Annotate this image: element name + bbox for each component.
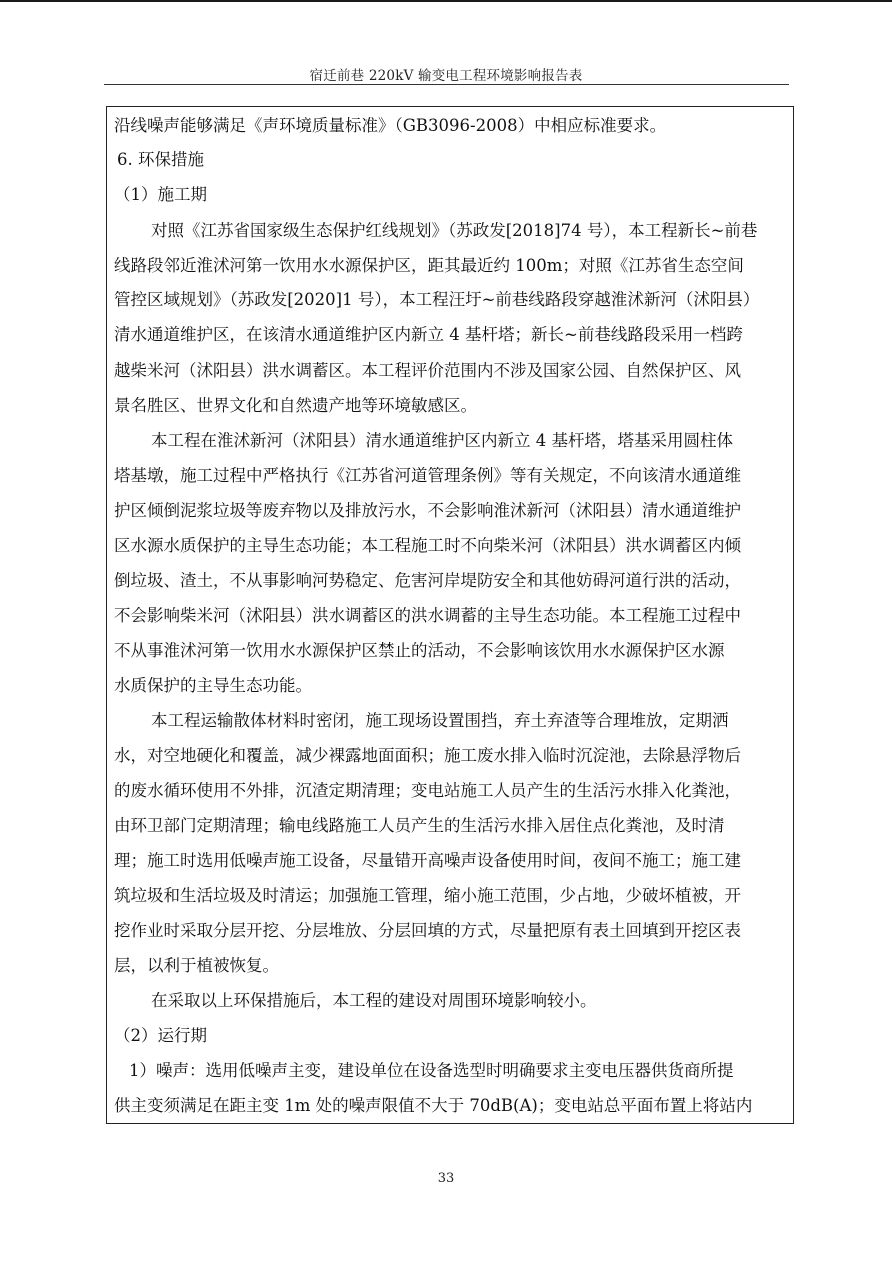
text-line: 层，以利于植被恢复。 bbox=[114, 956, 279, 975]
page-top-border bbox=[0, 0, 892, 2]
text-line: 塔基墩，施工过程中严格执行《江苏省河道管理条例》等有关规定，不向该清水通道维 bbox=[114, 466, 741, 485]
text-line: 1）噪声：选用低噪声主变，建设单位在设备选型时明确要求主变电压器供货商所提 bbox=[129, 1061, 734, 1080]
text-line: 本工程运输散体材料时密闭，施工现场设置围挡，弃土弃渣等合理堆放，定期洒 bbox=[151, 711, 729, 730]
content-frame bbox=[106, 106, 794, 1124]
text-line: 沿线噪声能够满足《声环境质量标准》（GB3096-2008）中相应标准要求。 bbox=[114, 116, 667, 135]
subsection-heading: （1）施工期 bbox=[114, 185, 207, 204]
text-line: 由环卫部门定期清理；输电线路施工人员产生的生活污水排入居住点化粪池，及时清 bbox=[114, 816, 725, 835]
text-line: 不会影响柴米河（沭阳县）洪水调蓄区的洪水调蓄的主导生态功能。本工程施工过程中 bbox=[114, 606, 741, 625]
text-line: 清水通道维护区，在该清水通道维护区内新立 4 基杆塔；新长~前巷线路段采用一档跨 bbox=[114, 325, 743, 344]
text-line: 在采取以上环保措施后，本工程的建设对周围环境影响较小。 bbox=[151, 991, 597, 1010]
text-line: 水质保护的主导生态功能。 bbox=[114, 676, 312, 695]
text-line: 护区倾倒泥浆垃圾等废弃物以及排放污水，不会影响淮沭新河（沭阳县）清水通道维护 bbox=[114, 501, 741, 520]
subsection-heading: （2）运行期 bbox=[114, 1026, 207, 1045]
text-line: 区水源水质保护的主导生态功能；本工程施工时不向柴米河（沭阳县）洪水调蓄区内倾 bbox=[114, 536, 741, 555]
text-line: 景名胜区、世界文化和自然遗产地等环境敏感区。 bbox=[114, 396, 477, 415]
header-rule bbox=[104, 84, 789, 85]
text-line: 水，对空地硬化和覆盖，减少裸露地面面积；施工废水排入临时沉淀池，去除悬浮物后 bbox=[114, 746, 741, 765]
page-number: 33 bbox=[437, 1171, 455, 1186]
text-line: 不从事淮沭河第一饮用水水源保护区禁止的活动，不会影响该饮用水水源保护区水源 bbox=[114, 641, 725, 660]
text-line: 线路段邻近淮沭河第一饮用水水源保护区，距其最近约 100m；对照《江苏省生态空间 bbox=[114, 256, 744, 275]
text-line: 本工程在淮沭新河（沭阳县）清水通道维护区内新立 4 基杆塔，塔基采用圆柱体 bbox=[151, 431, 733, 450]
text-line: 筑垃圾和生活垃圾及时清运；加强施工管理，缩小施工范围，少占地，少破坏植被，开 bbox=[114, 886, 741, 905]
document-header-title: 宿迁前巷 220kV 输变电工程环境影响报告表 bbox=[309, 68, 583, 84]
text-line: 理；施工时选用低噪声施工设备，尽量错开高噪声设备使用时间，夜间不施工；施工建 bbox=[114, 851, 741, 870]
text-line: 越柴米河（沭阳县）洪水调蓄区。本工程评价范围内不涉及国家公园、自然保护区、风 bbox=[114, 361, 741, 380]
text-line: 对照《江苏省国家级生态保护红线规划》（苏政发[2018]74 号），本工程新长~前巷 bbox=[151, 221, 758, 240]
text-line: 供主变须满足在距主变 1m 处的噪声限值不大于 70dB(A)；变电站总平面布置上将站内 bbox=[114, 1096, 753, 1115]
text-line: 管控区域规划》（苏政发[2020]1 号），本工程汪圩~前巷线路段穿越淮沭新河（沭阳县） bbox=[114, 290, 760, 309]
text-line: 的废水循环使用不外排，沉渣定期清理；变电站施工人员产生的生活污水排入化粪池， bbox=[114, 781, 741, 800]
text-line: 倒垃圾、渣土，不从事影响河势稳定、危害河岸堤防安全和其他妨碍河道行洪的活动， bbox=[114, 571, 741, 590]
section-heading: 6. 环保措施 bbox=[117, 150, 204, 169]
text-line: 挖作业时采取分层开挖、分层堆放、分层回填的方式，尽量把原有表土回填到开挖区表 bbox=[114, 921, 741, 940]
